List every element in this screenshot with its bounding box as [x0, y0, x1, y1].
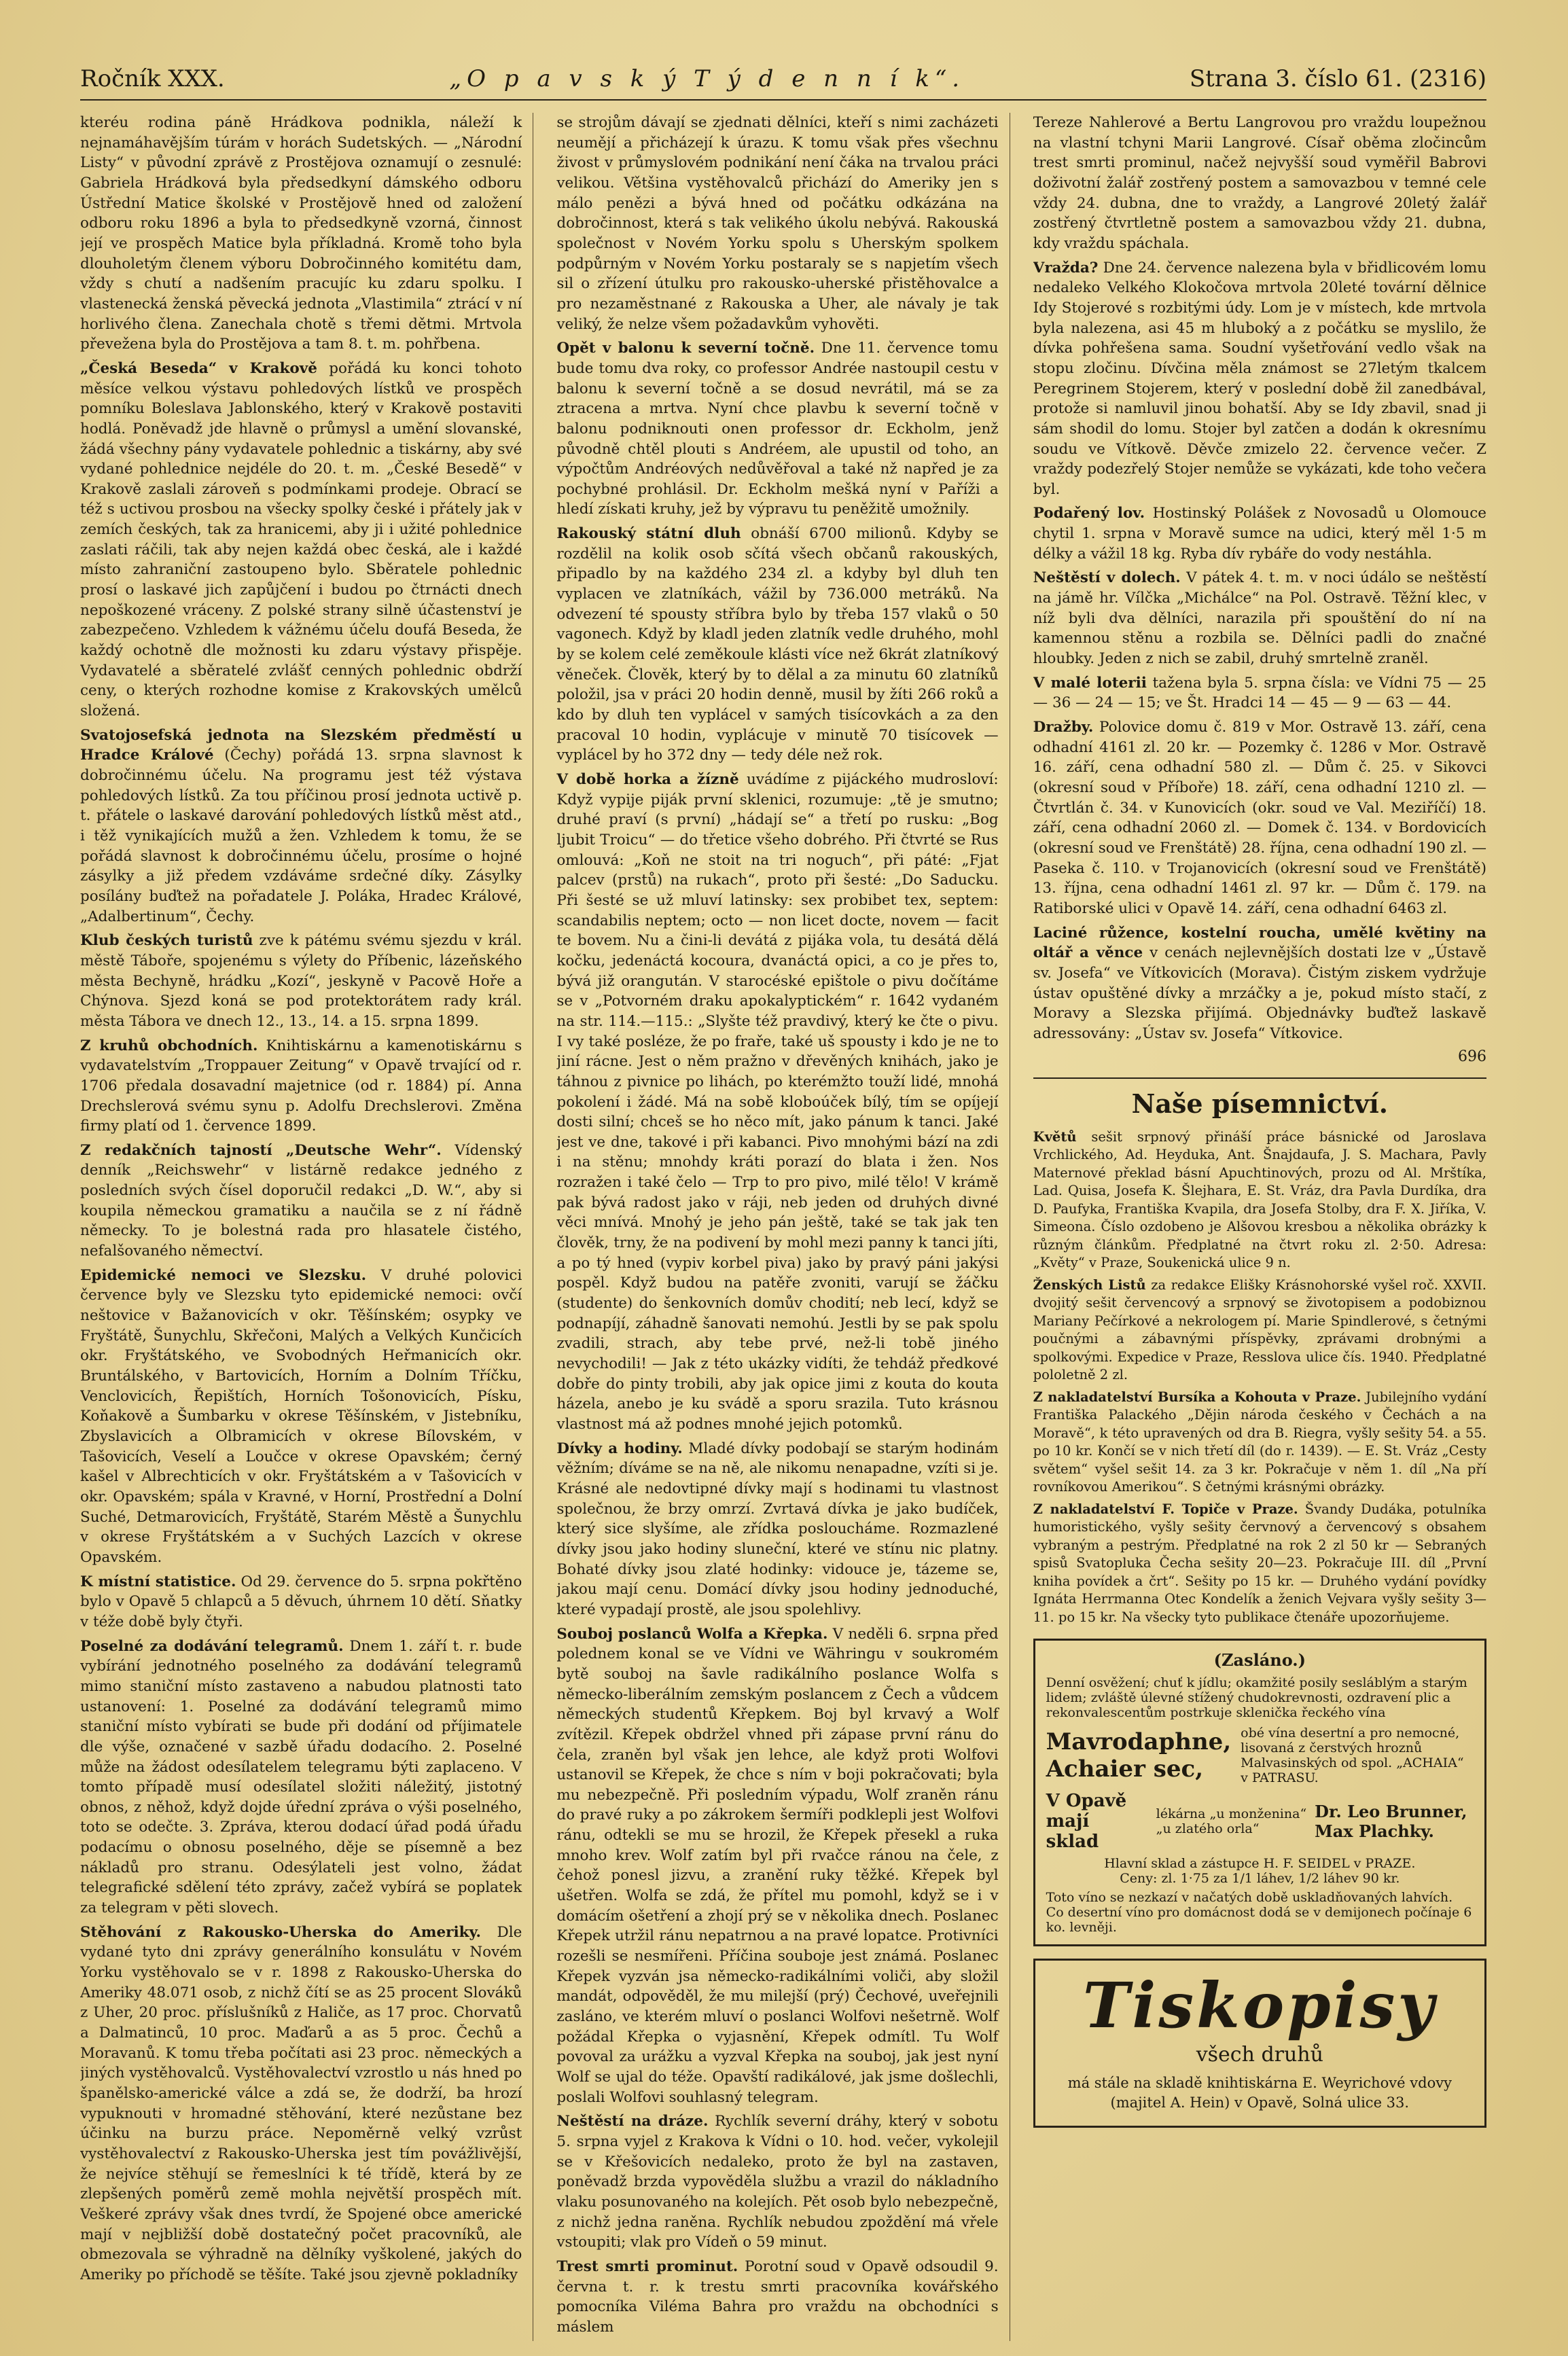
ad-heading: (Zasláno.): [1213, 1650, 1306, 1671]
print-shop-advertisement: [1033, 1959, 1486, 2127]
article-heading: K místní statistice.: [80, 1573, 236, 1590]
article-paragraph: [1033, 1128, 1486, 1272]
article-text: Dne 24. července nalezena byla v břidlicovém lomu nedaleko Velkého Klokočova mrtvola 20leté tovární dělnice Idy Stojerové s rozbitými údy. Lom je v místech, kde mrtvola byla nalezena, asi 45 m hluboký a z počátku se myslilo, že dívka pohřešena sama. Soudní vyšetřování vedlo však na stopu zločinu. Dívčina měla známost se 27letým tkalcem Peregrinem Stojerem, který v poslední době žil zanedbával, protože si namluvil jinou bohatší. Aby se Idy zbavil, snad ji sám shodil do lomu. Stojer byl zatčen a dodán k okresnímu soudu ve Vítkově. Děvče zmizelo 22. července večer. Z vraždy podezřelý Stojer nemůže se vykázati, kde toho večera byl.: [1033, 259, 1486, 498]
literature-section-title: Naše písemnictví.: [1033, 1077, 1486, 1119]
article-text: Dne 11. července tomu bude tomu dva roky, co professor Andrée nastoupil cestu v balonu k severní točně a se dosud nevrátil, má se za ztracena a mrtva. Nyní chce plavbu k severní točně v balonu podniknouti onen professor dr. Eckholm, jenž původně chtěl plouti s Andréem, ale upustil od toho, an výpočtům Andréových nedůvěřoval a také nž napřed je za pochybné prohlásil. Dr. Eckholm mešká nyní v Paříži a hledí získati kruhy, jež by výpravu tu peněžitě umožnily.: [556, 340, 999, 518]
article-heading: Z kruhů obchodních.: [80, 1037, 258, 1054]
article-text: Hostinský Polášek z Novosadů u Olomouce chytil 1. srpna v Moravě sumce na udici, který měl 1·5 m délky a vážil 18 kg. Ryba dív rybáře do vody nestáhla.: [1033, 505, 1486, 563]
article-text: v cenách nejlevnějších dostati lze v „Ústavě sv. Josefa“ ve Vítkovicích (Morava). Čistým ziskem vydržuje ústav opuštěné dívky a mrzáčky a je, pokud místo stačí, z Moravy a Slezska přijímá. Objednávky buďtež laskavě adressovány: „Ústav sv. Josefa“ Vítkovice.: [1033, 944, 1486, 1042]
ad-brand-2: Achaier sec,: [1046, 1755, 1204, 1783]
article-paragraph: [80, 1266, 522, 1568]
article-heading: Z nakladatelství Bursíka a Kohouta v Praze.: [1033, 1389, 1361, 1405]
article-heading: Opět v balonu k severní točně.: [556, 340, 815, 357]
ad-shop-1: lékárna „u monženina“: [1156, 1806, 1307, 1822]
article-paragraph: [80, 1036, 522, 1137]
ad-prices: Ceny: zl. 1·75 za 1/1 láhev, 1/2 láhev 90 kr.: [1120, 1871, 1400, 1887]
article-heading: Vražda?: [1033, 259, 1099, 276]
article-text: kteréu rodina páně Hrádkova podnikla, náleží k nejnamáhavějším túrám v horách Sudetských. — „Národní Listy“ v původní zprávě z Prostějova oznamují o zesnulé: Gabriela Hrádková byla předsedkyní dámského odboru Ústřední Matice školské v Prostějově hned od založení odboru roku 1896 a byla to předsedkyně vzorná, činnost její ve prospěch Matice byla příkladná. Kromě toho byla dlouholetým členem výboru Dobročinného komitétu dam, vždy s chutí a nadšením pracujíc ku zdaru spolku. I vlastenecká ženská pěvecká jednota „Vlastimila“ ztrácí v ní horlivého člena. Zanechala chotě s třemi dětmi. Mrtvola převežena byla do Prostějova a tam 8. t. m. pohřbena.: [80, 114, 522, 353]
ad-brand-1: Mavrodaphne,: [1046, 1728, 1232, 1756]
article-heading: Laciné růžence, kostelní roucha, umělé květiny na oltář a věnce: [1033, 924, 1486, 962]
article-text: zve k pátému svému sjezdu v král. městě Táboře, spojenému s výlety do Příbenic, lázeňského města Bechyně, hrádku „Kozí“, jeskyně v Pacově Hoře a Chýnova. Sjezd koná se pod protektorátem rady král. města Tábora ve dnech 12., 13., 14. a 15. srpna 1899.: [80, 932, 522, 1030]
article-paragraph: [556, 338, 998, 520]
article-text: Od 29. července do 5. srpna pokřtěno bylo v Opavě 5 chlapců a 5 děvuch, úhrnem 10 dětí. Sňatky v téže době byly čtyři.: [80, 1573, 522, 1630]
article-text: Knihtiskárnu a kamenotiskárnu s vydavatelstvím „Troppauer Zeitung“ v Opavě trvající od r. 1706 předala dosavadní majetnice (od r. 1884) pí. Anna Drechslerová svému synu p. Adolfu Drechslerovi. Změna firmy platí od 1. července 1899.: [80, 1037, 522, 1135]
article-text: V druhé polovici července byly ve Slezsku tyto epidemické nemoci: ovčí neštovice v Bažanovicích v okr. Těšínském; osypky ve Fryštátě, Šunychlu, Skřečoni, Malých a Velkých Kunčicích okr. Fryštátského, ve Svobodných Heřmanicích okr. Bruntálského, v Bartovicích, Horním a Dolním Tříčku, Venclovicích, Řepištích, Horních Tošonovicích, Písku, Koňakově a Šumbarku v okrese Těšínském, v Jistebníku, Zbyslavicích a Olbramicích v okrese Bílovském, v Tašovicích, Veselí a Loučce v okrese Opavském; černý kašel v Albrechticích v okr. Fryštátském a v Tašovicích v okr. Opavském; spála v Kravné, v Horní, Prostřední a Dolní Suché, Detmarovicích, Fryštátě, Starém Městě a Šunychlu v okrese Fryštátském a v Suchých Lazcích v okrese Opavském.: [80, 1266, 522, 1566]
article-heading: Z redakčních tajností „Deutsche Wehr“.: [80, 1141, 442, 1159]
article-heading: V malé loterii: [1033, 674, 1147, 692]
article-heading: Ženských Listů: [1033, 1277, 1146, 1293]
article-paragraph: [556, 770, 998, 1435]
article-paragraph: [1033, 503, 1486, 564]
article-paragraph: [556, 2111, 998, 2253]
article-text: obnáší 6700 milionů. Kdyby se rozdělil na kolik osob sčítá všech občanů rakouských, připadlo by na každého 234 zl. a kdyby byl dluh ten vyplacen ve zlatníkách, vážil by 736.000 metráků. Na odvezení té spousty stříbra bylo by třeba 157 vlaků o 50 vagonech. Když by kladl jeden zlatník vedle druhého, mohl by se kolem celé zeměkoule klásti více než 6krát zlatníkový věneček. Člověk, který by to dělal a za minutu 60 zlatníků položil, jsa v práci 20 hodin denně, musil by žíti 266 roků a kdo by dluh ten vyplácel v samých tisícovkách a za den pracoval 10 hodin, vyplácuje v minutě 70 tisícovek — vyplácel by ho 372 dny — tedy déle než rok.: [556, 525, 999, 764]
column-3: [1033, 113, 1486, 2341]
column-2: [556, 113, 1010, 2341]
article-columns: [80, 113, 1486, 2341]
article-text: za redakce Elišky Krásnohorské vyšel roč. XXVII. dvojitý sešit červencový a srpnový se životopisem a podobiznou Mariany Pečírkové a nekrologem pí. Marie Spindlerové, s četnými poučnými a zábavnými příspěvky, zprávami drobnými a spolkovými. Expedice v Praze, Resslova ulice čís. 1940. Předplatné pololetně 2 zl.: [1033, 1277, 1486, 1383]
article-heading: Stěhování z Rakousko-Uherska do Ameriky.: [80, 1923, 482, 1941]
ad-note: obé vína desertní a pro nemocné, lisovaná z čerstvých hroznů Malvasinských od spol. „ACHAIA“ v PATRASU.: [1241, 1726, 1464, 1786]
article-text: uvádíme z pijáckého mudrosloví: Když vypije piják první sklenici, rozumuje: „tě je smutno; druhé praví (s první) „hádají se“ a třetí po rusku: „Bog ljubit Troicu“ — do třetice všeho dobrého. Při čtvrté se Rus omlouvá: „Koň ne stoit na tri noguch“, při páté: „Fjat palcev (prstů) na rukach“, proto při šesté: „Do Saducku. Při šesté se už mluví latinsky: sex probibet tex, septem: scandabilis neptem; octo — non licet docte, novem — facit te bovem. Nu a čini-li devátá z pijáka vola, tu desátá dělá kočku, jedenáctá kocoura, dvanáctá opici, a co je přes to, bývá již orangután. V starocéské epištole o pivu dočítáme se v „Potvorném draku apokalyptickém“ r. 1642 vydaném na str. 114.—115.: „Slyšte též pravdivý, který ke čte o pivu. I vy také posléze, že po fraře, také uš spousty i kdo je ne to jiní rácne. Jest o něm pražno v dřevěných knihách, jako je táhnou z pivnice po lihách, po kterémžto touží lidé, mnohá pokolení i žádé. Má na sobě kloboúček bílý, tím se opíjejí dosti silní; chceš se ho něco mít, jako pánum k tanci. Jaké jest ve dne, takové i při kabanci. Pivo mnohými bází na zdi i na stěnu; mnohdy kráti porazí do blata i žen. Nos rozražen i také čelo — Trp to pro pivo, milé tělo! V krámě pak bývá radost jako v ráji, neb jeden od druhých divné věci mnívá. Mnohý je jeho pán ještě, také se tak jak ten člověk, trny, že na podivení by mohl mezi panny k tanci jíti, a po tý hned (vypiv korbel piva) jako by pravý páni jakýsi pospěl. Když budou na patěře zvoniti, varují se žáčku (studente) do šenkovních domův chodití; neb lecí, když se podnapíjí, záhadně šanovati nemohú. Jestli by se pak spolu zvadili, strach, aby tebe prvé, než-li tobě jiného nevychodili! — Jak z této ukázky vidíti, že tehdáž předkové dobře do pinty trobili, aby jak opice jimi z kouta do kouta házela, anebo je ku svádě a sporu srazila. Tuto krásnou vlastnost má až podnes mnohé jejich potomků.: [556, 771, 999, 1433]
article-paragraph: [80, 1572, 522, 1632]
article-paragraph: [1033, 1389, 1486, 1497]
article-paragraph: [80, 931, 522, 1031]
column-3-articles: [1033, 113, 1486, 1044]
page-number: Strana 3. číslo 61. (2316): [1189, 65, 1486, 92]
ad-person-2: Max Plachky.: [1315, 1821, 1434, 1842]
article-paragraph: [80, 359, 522, 721]
article-text: Dle vydané tyto dni zprávy generálního konsulátu v Novém Yorku vystěhovalo se v r. 1898 z Rakousko-Uherska do Ameriky 48.071 osob, z nichž čítí se as 25 procent Slováků z Uher, 20 proc. příslušníků z Haliče, as 17 proc. Chorvatů a Dalmatinců, 10 proc. Maďarů a as 5 proc. Čechů a Moravanů. K tomu třeba počítati asi 23 proc. německých a jiných vystěhovalců. Vystěhovalectví vzrostlo u nás hned po španělsko-americké válce a zdá se, že dodrží, ba hrozí vypuknouti v hromadné stěhování, které nezůstane bez účinku na burzu práce. Nepoměrně velký vzrůst vystěhovalectví z Rakousko-Uherska jest tím povážlivější, že nejvíce stěhují se řemeslníci k té třídě, která by ze zlepšených poměrů země mohla největší prospěch mít. Veškeré zprávy však dnes tvrdí, že Spojené obce americké mají v nejbližší době dostatečný počet pracovníků, ale obmezovala se výhradně na dělníky vyškolené, jakých do Ameriky po příchodě se těšíte. Také jsou zjevně pokladníky: [80, 1923, 522, 2283]
article-paragraph: [556, 1439, 998, 1620]
article-heading: Podařený lov.: [1033, 505, 1145, 522]
article-paragraph: [556, 1624, 998, 2108]
ad-person-1: Dr. Leo Brunner,: [1315, 1802, 1467, 1822]
article-paragraph: [556, 113, 998, 334]
ad-tiskopisy-text: má stále na skladě knihtiskárna E. Weyrichové vdovy (majitel A. Hein) v Opavě, Solná ulice 33.: [1067, 2075, 1452, 2111]
advert-number: 696: [1457, 1048, 1486, 1065]
article-heading: Souboj poslanců Wolfa a Křepka.: [556, 1625, 828, 1643]
article-heading: Klub českých turistů: [80, 932, 253, 950]
article-paragraph: [1033, 673, 1486, 713]
article-heading: Z nakladatelství F. Topiče v Praze.: [1033, 1501, 1298, 1517]
article-paragraph: [80, 1141, 522, 1262]
article-heading: V době horka a žízně: [556, 771, 739, 788]
article-heading: Svatojosefská jednota na Slezském předměstí u Hradce Králové: [80, 726, 522, 764]
article-paragraph: [1033, 1277, 1486, 1385]
article-paragraph: [1033, 923, 1486, 1044]
article-paragraph: [80, 113, 522, 355]
article-paragraph: [80, 726, 522, 927]
article-heading: Poselné za dodávání telegramů.: [80, 1637, 344, 1655]
article-heading: Neštěstí na dráze.: [556, 2113, 709, 2130]
article-text: Dnem 1. září t. r. bude vybírání jednotného poselného za dodávání telegramů mimo staniční místo zastaveno a nabudou platnosti tato ustanovení: 1. Poselné za dodávání telegramů mimo staniční místo vybírati se bude při dodání od příjimatele dle výše, označené v sazbě úřadu dodacího. 2. Poselné může na žádost odesílatelem telegramu býti zaplaceno. V tomto případě musí odesílatel složiti náležitý, jistotný obnos, z něhož, když dojde úřední zpráva o výši poselného, toto se odečte. 3. Zpráva, kterou dodací úřad podá úřadu podacímu o obnosu poselného, děje se písemně a bez nákladů pro stranu. Odesýlateli jest volno, žádat telegrafické sdělení této zprávy, začež vybírá se poplatek za telegram v pěti slovech.: [80, 1637, 522, 1917]
ad-intro: Denní osvěžení; chuť k jídlu; okamžité posily sesláblým a starým lidem; zvláště úlevné stížený chudokrevnosti, ozdravení plic a rekonvalescentům postrkuje sklenička řeckého vína: [1046, 1675, 1467, 1721]
article-text: Mladé dívky podobají se starým hodinám věžním; díváme se na ně, ale nikomu nenapadne, vzíti si je. Krásné ale nedovtipné dívky mají s hodinami tu vlastnost společnou, že brzy omrzí. Zvrtavá dívka je jako budíček, který sice slyšíme, ale zřídka posloucháme. Rozmazlené dívky jsou jako hodiny sluneční, které ve stínu nic platny. Bohaté dívky jsou zlaté hodinky: vidouce je, tázeme se, jakou mají cenu. Domácí dívky jsou hodiny jednoduché, které vypadají prostě, ale jsou spolehlivy.: [556, 1440, 999, 1618]
article-heading: Epidemické nemoci ve Slezsku.: [80, 1266, 367, 1284]
article-text: V pátek 4. t. m. v noci údálo se neštěstí na jámě hr. Vílčka „Michálce“ na Pol. Ostravě. Těžní klec, v níž byli dva dělníci, narazila při spouštění do ní na kamennou stěnu a rozbila se. Dělníci padli do značné hloubky. Jeden z nich se zabil, druhý smrtelně zraněl.: [1033, 569, 1486, 668]
article-heading: Trest smrti prominut.: [556, 2257, 738, 2275]
article-text: tažena byla 5. srpna čísla: ve Vídni 75 — 25 — 36 — 24 — 15; ve Št. Hradci 14 — 45 — 9 — 63 — 44.: [1033, 674, 1486, 712]
article-text: Tereze Nahlerové a Bertu Langrovou pro vraždu loupežnou na vlastní tchyni Marii Langrové. Císař oběma zločincům trest smrti prominul, načež nejvyšší soud vyměřil Babrovi doživotní žalář zostřený postem a samovazbou v temné cele vždy 24. dubna, dne to vraždy, a Langrové 20letý žalář zostřený čtvrtletně postem a samovazbou vždy 21. dubna, kdy vraždu spáchala.: [1033, 114, 1486, 252]
article-heading: „Česká Beseda“ v Krakově: [80, 359, 317, 377]
article-heading: Květů: [1033, 1128, 1077, 1145]
article-text: se strojům dávají se zjednati dělníci, kteří s nimi zacházeti neumějí a přicházejí k úrazu. K tomu však přes všechnu živost v průmyslovém podnikání není čáka na trvalou práci velikou. Většina vystěhovalců přichází do Ameriky jen s málo penězi a bývá hned od počátku odkázána na dobročinnost, která s tak velikého úkolu nebývá. Rakouská společnost v Novém Yorku spolu s Uherským spolkem podpůrným v Novém Yorku postaraly se s napjetím všech sil o zřízení útulku pro rakousko-uherské přistěhovalce a pro nezaměstnané z Rakouska a Uher, ale návaly je tak veliký, že nelze všem požadavkům vyhověti.: [556, 114, 999, 333]
literature-section: [1033, 1128, 1486, 1627]
ad-shop-2: „u zlatého orla“: [1156, 1821, 1260, 1837]
article-text: V neděli 6. srpna před polednem konal se ve Vídni ve Währingu v soukromém bytě souboj na šavle radikálního poslance Wolfa s německo-liberálním zemským poslancem z Čech a vůdcem německých studentů Křepkem. Boj byl krvavý a Wolf zvítězil. Křepek obdržel vhned při zápase první ránu do čela, zraněn byl však jen lehce, ale když proti Wolfovi ustanovil se Křepek, že chce s ním v boji pokračovati; byla mu nebezpečně. Při posledním výpadu, Wolf zraněn ránu do pravé ruky a po zákrokem šermíři podklepli jest Wolfovi ránu, odtekli se mu se hrozil, že Křepek přesekl a ruka mnoho krev. Wolf zatím byl při rvačce ránou na čele, z čehož ponesl jizvu, a zranění ruky těžké. Křepek byl ušetřen. Wolfa se zdá, že přítel mu pomohl, když se i v domácím ošetření a zhojí prý se v několika dnech. Poslanec Křepek utržil ránu nepatrnou a na pravé lopatce. Protivníci rozešli se nesmířeni. Příčina souboje jest známá. Poslanec Křepek vyzván jsa německo-radikálními voliči, aby složil mandát, odpověděl, že mu milejší (prý) Čechové, uveřejnili zasláno, ve kterém mluví o poslanci Wolfovi nešetrně. Wolf požádal Křepka o vyjasnění, Křepek odmítl. Tu Wolf povoval za urážku a vyzval Křepka na souboj, jak jest nyní Wolf se ujal do téže. Opavští radikálové, jak jsme došlechli, poslali Wolfovi souhlasný telegram.: [556, 1625, 999, 2106]
ad-extra: Toto víno se nezkazí v načatých době uskladňovaných lahvích. Co desertní víno pro domácnost dodá se v demijonech počínaje 6 ko. levněji.: [1046, 1890, 1472, 1935]
ad-city: V Opavě mají sklad: [1046, 1791, 1127, 1853]
article-text: Porotní soud v Opavě odsoudil 9. června t. r. k trestu smrti pracovníka kovářského pomocníka Viléma Bahra pro vraždu na obchodníci s máslem: [556, 2257, 999, 2336]
ad-main-store: Hlavní sklad a zástupce H. F. SEIDEL v PRAZE.: [1104, 1856, 1416, 1872]
article-paragraph: [1033, 113, 1486, 254]
article-paragraph: [1033, 717, 1486, 919]
article-text: pořádá ku konci tohoto měsíce velkou výstavu pohledových lístků ve prospěch pomníku Boleslava Jablonského, který v Krakově postaviti hodlá. Poněvadž jde hlavně o průmysl a umění slovanské, žádá všechny pány vydavatele pohlednic a tiskárny, aby své vydané pohlednice nejdéle do 20. t. m. „České Besedě“ v Krakově zaslali zároveň s podmínkami prodeje. Obrací se též s uctivou prosbou na všecky spolky české i přátely jak v zemích českých, tak za hranicemi, aby ji i užité pohlednice zaslati ráčili, tak aby nejen každá obec česká, ale i každé místo zahraniční zastoupeno bylo. Sběratele pohlednic prosí o laskavé jich zapůjčení i budou po čtrnácti dnech nepoškozené vráceny. Z polské strany silně účastenství je zabezpečeno. Vzhledem k vážnému účelu doufá Beseda, že každý ochotně dle možnosti ku zdaru výstavy přispěje. Vydavatelé a sběratelé zvlášť cenných pohlednic obdrží ceny, o kterých rozhodne komise z Krakovských umělců složená.: [80, 359, 522, 720]
article-paragraph: [1033, 258, 1486, 500]
article-text: sešit srpnový přináší práce básnické od Jaroslava Vrchlického, Ad. Heyduka, Ant. Šnajdaufa, J. S. Machara, Pavly Maternové překlad básní Apuchtinových, prozu od Al. Mrštíka, Lad. Quisa, Josefa K. Šlejhara, E. St. Vráz, dra Pavla Durdíka, dra D. Paufyka, Františka Kvapila, dra Josefa Stolby, dra F. X. Jiříka, V. Simeona. Číslo ozdobeno je Alšovou kresbou a několika obrázky k různým článkům. Předplatné na čtvrt roku zl. 2·50. Adresa: „Květy“ v Praze, Soukenická ulice 9 n.: [1033, 1128, 1486, 1271]
ad-tiskopisy-subtitle: všech druhů: [1196, 2043, 1323, 2067]
article-heading: Dražby.: [1033, 719, 1094, 736]
ad-tiskopisy-title: Tiskopisy: [1082, 1969, 1437, 2043]
article-paragraph: [1033, 1501, 1486, 1627]
article-heading: Rakouský státní dluh: [556, 525, 741, 543]
column-1: [80, 113, 533, 2341]
article-heading: Dívky a hodiny.: [556, 1440, 683, 1457]
wine-advertisement: [1033, 1639, 1486, 1946]
newspaper-title: „O p a v s k ý T ý d e n n í k“.: [449, 65, 965, 92]
article-text: Vídenský denník „Reichswehr“ v listárně redakce jedného z posledních svých čísel doporučil redakci „D. W.“, aby si koupila německou gramatiku a naučila se z ní řádně německy. To je bolestná rada pro hlasatele čistého, nefalšovaného němectví.: [80, 1141, 522, 1260]
article-paragraph: [80, 1923, 522, 2285]
article-text: Jubilejního vydání Františka Palackého „Dějin národa českého v Čechách a na Moravě“, k této upravených od dra B. Riegra, vyšly sešity 54. a 55. po 10 kr. Končí se v nich třetí díl (do r. 1439). — E. St. Vráz „Cesty světem“ vyšel sešit 14. za 3 kr. Pokračuje v něm 1. díl „Na pří rovníkovou Amerikou“. S četnými krásnými obrázky.: [1033, 1389, 1486, 1495]
volume-label: Ročník XXX.: [80, 65, 225, 92]
article-text: Švandy Dudáka, potulníka humoristického, vyšly sešity červnový a červencový s obsahem vybraným a pestrým. Předplatné na rok 2 zl 50 kr — Sebraných spisů Svatopluka Čecha sešity 20—23. Pokračuje III. díl „První kniha povídek a črt“. Sešity po 15 kr. — Druhého vydání povídky Ignáta Herrmanna Otec Kondelík a ženich Vejvara vyšly sešity 3—11. po 15 kr. Na všecky tyto publikace čtenáře upozorňujeme.: [1033, 1501, 1486, 1625]
article-paragraph: [80, 1637, 522, 1918]
article-text: (Čechy) pořádá 13. srpna slavnost k dobročinnému účelu. Na programu jest též výstava pohledových lístků. Za tou příčinou prosí jednota uctivě p. t. přátele o laskavé darování pohledových lístků měst atd., i těž vynikajících mužů a žen. Vzhledem k tomu, že se pořádá slavnost k dobročinnému účelu, prosíme o hojné zásylky a již předem vzdáváme srdečné díky. Zásylky posílány buďtež na pořadatele J. Poláka, Hradec Králové, „Adalbertinum“, Čechy.: [80, 747, 522, 925]
article-paragraph: [556, 2257, 998, 2338]
article-paragraph: [1033, 568, 1486, 668]
page-header: [80, 65, 1486, 101]
article-text: Rychlík severní dráhy, který v sobotu 5. srpna vyjel z Krakova k Vídni o 10. hod. večer, vykolejil se v Křešovicích nedaleko, proto že byl na zastaven, poněvadž brzda vypověděla službu a vrazil do nákladního vlaku posunovaného na kolejích. Pět osob bylo nebezpečně, z nichž jedna raněna. Rychlík nebudou zpoždění má vřele vstoupiti; vlak pro Vídeň o 59 minut.: [556, 2113, 999, 2251]
article-heading: Neštěstí v dolech.: [1033, 569, 1181, 587]
article-text: Polovice domu č. 819 v Mor. Ostravě 13. září, cena odhadní 4161 zl. 20 kr. — Pozemky č. 1286 v Mor. Ostravě 16. září, cena odhadní 580 zl. — Dům č. 25. v Sikovci (okresní soud v Příboře) 18. září, cena odhadní 1210 zl. — Čtvrtlán č. 34. v Kunovicích (okr. soud ve Val. Meziříčí) 18. září, cena odhadní 2060 zl. — Domek č. 134. v Bordovicích (okresní soud ve Frenštátě) 28. října, cena odhadní 190 zl. — Paseka č. 110. v Trojanovicích (okresní soud ve Frenštátě) 13. října, cena odhadní 1461 zl. 97 kr. — Dům č. 179. na Ratiborské ulici v Opavě 14. září, cena odhadní 6463 zl.: [1033, 719, 1486, 917]
article-paragraph: [556, 524, 998, 766]
